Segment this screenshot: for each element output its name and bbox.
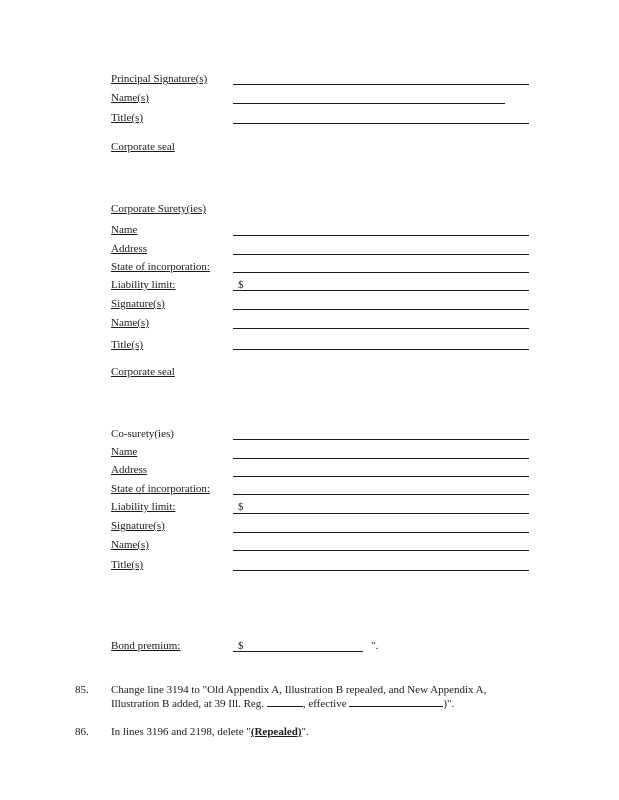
principal-signature-line[interactable] xyxy=(233,84,529,85)
cosurety-name-line[interactable] xyxy=(233,458,529,459)
item-85-line1: Change line 3194 to "Old Appendix A, Illustration B repealed, and New Appendix A, xyxy=(111,684,487,696)
item-86-number: 86. xyxy=(75,726,89,738)
principal-seal-label: Corporate seal xyxy=(111,141,175,153)
item-85-text-b: , effective xyxy=(302,698,347,710)
surety-seal-label: Corporate seal xyxy=(111,366,175,378)
surety-liability-line[interactable] xyxy=(233,290,529,291)
bond-premium-label: Bond premium: xyxy=(111,640,181,652)
surety-address-label: Address xyxy=(111,243,148,255)
premium-closing-quote: ". xyxy=(371,640,379,652)
principal-name-label: Name(s) xyxy=(111,92,149,104)
surety-state-label: State of incorporation: xyxy=(111,261,210,273)
cosurety-state-label: State of incorporation: xyxy=(111,483,210,495)
cosurety-liability-line[interactable] xyxy=(233,513,529,514)
principal-name-line[interactable] xyxy=(233,103,505,104)
cosurety-signature-label: Signature(s) xyxy=(111,520,165,532)
item-86-text-a: In lines 3196 and 2198, delete " xyxy=(111,726,251,738)
cosurety-liability-label: Liability limit: xyxy=(111,501,176,513)
item-85-text-a: Illustration B added, at 39 Ill. Reg. xyxy=(111,698,265,710)
item-86-text xyxy=(111,725,309,739)
principal-title-line[interactable] xyxy=(233,123,529,124)
surety-signature-line[interactable] xyxy=(233,309,529,310)
item-85-number: 85. xyxy=(75,684,89,696)
register-blank[interactable] xyxy=(267,697,303,707)
surety-title-line[interactable] xyxy=(233,349,529,350)
surety-liability-label: Liability limit: xyxy=(111,279,176,291)
cosurety-state-line[interactable] xyxy=(233,494,529,495)
surety-dollar-sign: $ xyxy=(238,279,244,291)
effective-date-blank[interactable] xyxy=(349,697,443,707)
cosurety-heading-line[interactable] xyxy=(233,439,529,440)
surety-title-label: Title(s) xyxy=(111,339,143,351)
cosurety-heading: Co-surety(ies) xyxy=(111,428,174,440)
cosurety-names-label: Name(s) xyxy=(111,539,149,551)
cosurety-title-label: Title(s) xyxy=(111,559,143,571)
surety-address-line[interactable] xyxy=(233,254,529,255)
surety-name-label: Name xyxy=(111,224,138,236)
cosurety-signature-line[interactable] xyxy=(233,532,529,533)
surety-state-line[interactable] xyxy=(233,272,529,273)
cosurety-name-label: Name xyxy=(111,446,138,458)
cosurety-dollar-sign: $ xyxy=(238,501,244,513)
cosurety-title-line[interactable] xyxy=(233,570,529,571)
principal-title-label: Title(s) xyxy=(111,112,143,124)
principal-signature-label: Principal Signature(s) xyxy=(111,73,208,85)
surety-heading: Corporate Surety(ies) xyxy=(111,203,206,215)
premium-amount-line[interactable] xyxy=(233,651,363,652)
premium-dollar-sign: $ xyxy=(238,640,244,652)
repealed-text: (Repealed) xyxy=(250,726,302,738)
item-85-text-c: )". xyxy=(443,698,455,710)
item-86-text-c: ". xyxy=(301,726,309,738)
cosurety-names-line[interactable] xyxy=(233,550,529,551)
surety-names-line[interactable] xyxy=(233,328,529,329)
surety-names-label: Name(s) xyxy=(111,317,149,329)
surety-signature-label: Signature(s) xyxy=(111,298,165,310)
surety-name-line[interactable] xyxy=(233,235,529,236)
cosurety-address-line[interactable] xyxy=(233,476,529,477)
item-85-line2 xyxy=(111,697,454,711)
cosurety-address-label: Address xyxy=(111,464,148,476)
